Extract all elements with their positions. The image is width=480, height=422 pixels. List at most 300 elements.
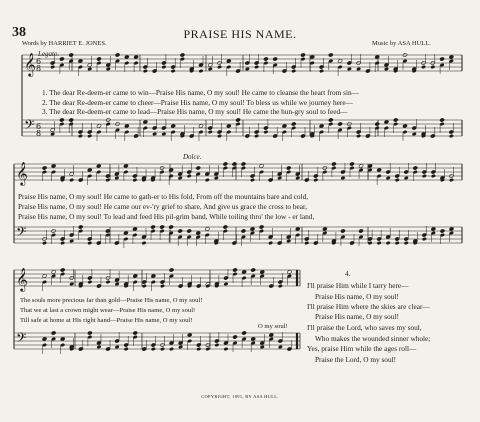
- system2-treble-note: [286, 170, 291, 174]
- system2-bass-note: [259, 225, 264, 229]
- system2-bass-note: [386, 241, 391, 245]
- system2-treble-note: [431, 170, 436, 174]
- system2-treble-note: [241, 166, 246, 170]
- system1-treble-note: [134, 55, 139, 59]
- system3-bass-note: [260, 341, 265, 345]
- system2-lyric-line2: Praise His name, O my soul! He came our ev-'ry grief to share, And give us grace the cross to bear,: [18, 202, 307, 211]
- verse4-line3: I'll praise Him where the skies are clear—: [307, 302, 430, 311]
- system1-bass-note: [97, 130, 102, 134]
- system2-treble-note: [359, 168, 364, 172]
- system2-treble-note: [404, 176, 409, 180]
- system2-treble-note: [431, 174, 436, 178]
- system3-treble-note: [233, 268, 238, 272]
- system1-bass-note: [217, 130, 222, 134]
- system2-treble-note: [160, 170, 165, 174]
- system1-treble-note: [384, 67, 389, 71]
- system2-treble-note: [377, 174, 382, 178]
- system3-treble-note: [87, 280, 92, 284]
- system3-treble-note: [115, 278, 120, 282]
- system2-bass-note: [87, 241, 92, 245]
- system3-treble-note: [133, 280, 138, 284]
- system2-bass-note: [286, 235, 291, 239]
- system3-lyric-line3: Till safe at home at His right hand—Praise His name, O my soul!: [20, 317, 193, 324]
- music-credit: Music by ASA HULL.: [372, 40, 431, 47]
- system1-treble-note: [199, 63, 204, 67]
- system3-treble-note: [151, 280, 156, 284]
- system3-treble-clef: 𝄞: [16, 267, 28, 291]
- verse4-line5: I'll praise the Lord, who saves my soul,: [307, 323, 422, 332]
- system1-treble-note: [161, 65, 166, 69]
- system1-bass-note: [208, 130, 213, 134]
- system2-bass-note: [386, 235, 391, 239]
- system1-treble-note: [440, 57, 445, 61]
- system2-treble-note: [250, 178, 255, 182]
- system3-bass-note: [151, 347, 156, 351]
- system3-extra-lyric: O my soul!: [258, 323, 288, 330]
- system3-bass-note: [187, 339, 192, 343]
- system1-bass-note: [356, 134, 361, 138]
- system1-treble-note: [319, 65, 324, 69]
- system1-bass-note: [97, 124, 102, 128]
- system1-bass-note: [449, 134, 454, 138]
- system1-bass-note: [161, 132, 166, 136]
- system1-bass-note: [412, 132, 417, 136]
- system2-bass-note: [268, 241, 273, 245]
- system3-bass-note: [115, 339, 120, 343]
- verse4-line1: I'll praise Him while I tarry here—: [307, 281, 409, 290]
- system3-treble-note: [242, 270, 247, 274]
- system1-bass-note: [375, 122, 380, 126]
- system2-bass-note: [196, 231, 201, 235]
- system3-bass-note: [233, 335, 238, 339]
- system2-treble-note: [42, 166, 47, 170]
- system2-bass-note: [449, 227, 454, 231]
- system2-bass-note: [440, 233, 445, 237]
- dolce-marking: Dolce.: [183, 153, 202, 161]
- system1-treble-note: [291, 65, 296, 69]
- system2-bass-note: [359, 229, 364, 233]
- system2-treble-note: [87, 174, 92, 178]
- system1-bass-note: [282, 124, 287, 128]
- system2-bass-note: [340, 229, 345, 233]
- system2-bass-note: [187, 229, 192, 233]
- system1-treble-note: [69, 59, 74, 63]
- hymn-title: PRAISE HIS NAME.: [183, 27, 297, 41]
- system2-treble-note: [114, 176, 119, 180]
- verse4-line7: Yes, praise Him while the ages roll—: [307, 344, 417, 353]
- system2-treble-note: [340, 170, 345, 174]
- system1-treble-note: [245, 61, 250, 65]
- system2-treble-note: [114, 172, 119, 176]
- system1-bass-note: [161, 126, 166, 130]
- system3-bass-note: [60, 343, 65, 347]
- system1-bass-note: [171, 130, 176, 134]
- system2-bass-note: [322, 227, 327, 231]
- system2-bass-note: [78, 225, 83, 229]
- system2-bass-note: [295, 233, 300, 237]
- system2-treble-note: [169, 174, 174, 178]
- system1-bass-note: [226, 124, 231, 128]
- system1-bass-note: [412, 126, 417, 130]
- system3-bass-clef: 𝄢: [16, 330, 27, 349]
- system2-bass-note: [395, 237, 400, 241]
- system1-treble-note: [254, 61, 259, 65]
- system2-bass-note: [440, 229, 445, 233]
- system1-treble-note: [87, 63, 92, 67]
- system2-bass-note: [304, 237, 309, 241]
- system3-bass-note: [133, 335, 138, 339]
- system1-treble-note: [301, 53, 306, 57]
- system3-bass-note: [251, 341, 256, 345]
- system2-bass-note: [340, 235, 345, 239]
- system2-bass-note: [286, 239, 291, 243]
- system3-treble-note: [142, 280, 147, 284]
- system1-bass-note: [338, 128, 343, 132]
- system2-treble-note: [322, 170, 327, 174]
- system2-treble-note: [132, 174, 137, 178]
- system1-bass-note: [199, 130, 204, 134]
- system3-bass-note: [214, 339, 219, 343]
- system3-treble-note: [106, 280, 111, 284]
- system2-treble-note: [51, 170, 56, 174]
- system1-treble-note: [375, 55, 380, 59]
- system2-treble-note: [413, 166, 418, 170]
- system3-treble-note: [51, 270, 56, 274]
- system1-lyric-line2: 2. The dear Re-deem-er came to cheer—Praise His name, O my soul! To bless us while we journey here—: [42, 98, 353, 107]
- system1-bass-clef: 𝄢: [24, 117, 35, 136]
- system1-treble-note: [338, 59, 343, 63]
- system3-bass-note: [124, 343, 129, 347]
- system1-bass-note: [393, 118, 398, 122]
- system1-treble-note: [263, 61, 268, 65]
- system2-treble-note: [196, 166, 201, 170]
- system2-lyric-line3: Praise His name, O my soul! To lead and feed His pil-grim band, While toiling thro' the low - er land,: [18, 212, 315, 221]
- system1-treble-note: [208, 63, 213, 67]
- system3-bass-note: [269, 337, 274, 341]
- system2-treble-note: [350, 162, 355, 166]
- system2-bass-note: [241, 229, 246, 233]
- system2-treble-note: [395, 178, 400, 182]
- system2-bass-note: [223, 229, 228, 233]
- system3-bass-note: [160, 347, 165, 351]
- system1-bass-note: [50, 128, 55, 132]
- system2-treble-note: [205, 178, 210, 182]
- system3-treble-note: [160, 280, 165, 284]
- system1-bass-note: [403, 130, 408, 134]
- system2-treble-note: [87, 168, 92, 172]
- system2-treble-note: [359, 164, 364, 168]
- system2-bass-note: [449, 231, 454, 235]
- system2-treble-note: [132, 178, 137, 182]
- system3-treble-note: [242, 276, 247, 280]
- system2-bass-note: [404, 237, 409, 241]
- system3-bass-note: [178, 341, 183, 345]
- system1-bass-note: [291, 122, 296, 126]
- system1-treble-note: [59, 57, 64, 61]
- system1-bass-note: [217, 134, 222, 138]
- system1-bass-note: [236, 122, 241, 126]
- system3-bass-note: [205, 347, 210, 351]
- system1-bass-note: [124, 124, 129, 128]
- system1-lyric-line1: 1. The dear Re-deem-er came to win—Praise His name, O my soul! He came to cleanse the heart from sin—: [42, 88, 359, 97]
- system2-treble-note: [105, 178, 110, 182]
- system1-treble-note: [59, 63, 64, 67]
- system2-bass-note: [42, 241, 47, 245]
- system3-treble-note: [133, 274, 138, 278]
- system2-treble-note: [286, 166, 291, 170]
- system3-treble-note: [160, 284, 165, 288]
- system1-bass-note: [356, 130, 361, 134]
- system3-treble-note: [42, 274, 47, 278]
- system1-treble-note: [226, 59, 231, 63]
- system1-bass-note: [226, 130, 231, 134]
- system1-bass-note: [440, 122, 445, 126]
- system1-treble-note: [199, 69, 204, 73]
- system2-treble-note: [295, 172, 300, 176]
- system2-bass-note: [160, 225, 165, 229]
- system2-treble-note: [340, 176, 345, 180]
- system1-treble-note: [384, 63, 389, 67]
- system1-treble-note: [263, 57, 268, 61]
- system3-bass-note: [278, 339, 283, 343]
- time-signature-8: 8: [36, 129, 42, 138]
- system2-treble-note: [96, 170, 101, 174]
- system1-treble-note: [338, 65, 343, 69]
- system2-bass-note: [259, 229, 264, 233]
- system2-bass-note: [295, 227, 300, 231]
- system2-treble-note: [223, 162, 228, 166]
- system1-treble-note: [124, 61, 129, 65]
- system2-treble-note: [69, 178, 74, 182]
- system2-treble-note: [250, 174, 255, 178]
- system1-bass-note: [152, 126, 157, 130]
- system3-bass-note: [242, 337, 247, 341]
- system2-bass-note: [132, 227, 137, 231]
- system2-treble-note: [449, 178, 454, 182]
- system1-bass-note: [384, 126, 389, 130]
- system1-treble-note: [143, 65, 148, 69]
- system2-treble-note: [422, 170, 427, 174]
- system3-bass-note: [115, 345, 120, 349]
- system2-treble-note: [295, 176, 300, 180]
- system1-treble-note: [273, 63, 278, 67]
- system2-treble-clef: 𝄞: [16, 161, 28, 185]
- system2-bass-note: [69, 233, 74, 237]
- system1-treble-note: [180, 53, 185, 57]
- system3-treble-note: [60, 268, 65, 272]
- system1-bass-note: [124, 130, 129, 134]
- system2-bass-note: [142, 241, 147, 245]
- system2-bass-note: [178, 229, 183, 233]
- system2-treble-note: [395, 174, 400, 178]
- system2-bass-note: [395, 241, 400, 245]
- system1-treble-note: [50, 61, 55, 65]
- system3-treble-note: [233, 272, 238, 276]
- system2-treble-note: [313, 174, 318, 178]
- system3-bass-note: [233, 341, 238, 345]
- verse4-line8: Praise the Lord, O my soul!: [315, 355, 397, 364]
- system1-bass-note: [338, 122, 343, 126]
- system3-bass-note: [251, 337, 256, 341]
- system2-bass-note: [169, 225, 174, 229]
- system2-treble-note: [331, 166, 336, 170]
- system1-bass-note: [208, 126, 213, 130]
- system1-bass-note: [59, 118, 64, 122]
- system2-bass-note: [404, 241, 409, 245]
- system3-treble-note: [87, 276, 92, 280]
- system3-bass-note: [42, 343, 47, 347]
- system1-bass-note: [384, 120, 389, 124]
- system1-treble-note: [226, 65, 231, 69]
- system1-bass-note: [319, 124, 324, 128]
- system2-treble-note: [277, 176, 282, 180]
- system2-treble-note: [241, 162, 246, 166]
- system2-treble-note: [350, 166, 355, 170]
- system1-bass-note: [254, 130, 259, 134]
- system2-bass-note: [377, 241, 382, 245]
- system2-bass-note: [377, 237, 382, 241]
- system2-bass-note: [205, 227, 210, 231]
- system2-treble-note: [214, 176, 219, 180]
- system2-treble-note: [123, 164, 128, 168]
- system3-treble-note: [60, 272, 65, 276]
- legato-marking: Legato.: [38, 50, 60, 58]
- system1-treble-note: [449, 59, 454, 63]
- system3-treble-note: [251, 268, 256, 272]
- system3-bass-note: [169, 341, 174, 345]
- system2-bass-note: [223, 225, 228, 229]
- system2-bass-note: [78, 229, 83, 233]
- system2-treble-note: [404, 170, 409, 174]
- system1-bass-note: [171, 124, 176, 128]
- system2-bass-note: [241, 235, 246, 239]
- system1-bass-note: [403, 124, 408, 128]
- system2-bass-note: [359, 235, 364, 239]
- system1-bass-note: [143, 120, 148, 124]
- system3-bass-note: [242, 331, 247, 335]
- system3-bass-note: [214, 343, 219, 347]
- system1-treble-note: [403, 59, 408, 63]
- system1-treble-note: [50, 65, 55, 69]
- system2-treble-note: [178, 172, 183, 176]
- system1-treble-note: [217, 65, 222, 69]
- system1-bass-note: [78, 134, 83, 138]
- system3-bass-note: [51, 337, 56, 341]
- system2-bass-note: [422, 233, 427, 237]
- system2-bass-note: [151, 225, 156, 229]
- system2-bass-note: [268, 235, 273, 239]
- system2-bass-note: [151, 229, 156, 233]
- system2-bass-note: [322, 231, 327, 235]
- time-signature-8: 8: [36, 64, 42, 73]
- system2-bass-note: [60, 237, 65, 241]
- system1-bass-note: [69, 118, 74, 122]
- system3-lyric-line1: The souls more precious far than gold—Praise His name, O my soul!: [20, 297, 203, 304]
- system2-treble-note: [123, 170, 128, 174]
- page-number: 38: [12, 25, 26, 40]
- system2-bass-note: [142, 235, 147, 239]
- system2-treble-note: [413, 170, 418, 174]
- verse4-line6: Who makes the wounded sinner whole;: [315, 334, 431, 343]
- system2-bass-note: [169, 231, 174, 235]
- system2-treble-note: [386, 170, 391, 174]
- words-credit: Words by HARRIET E. JONES.: [22, 40, 107, 47]
- system1-treble-note: [171, 65, 176, 69]
- system1-bass-note: [78, 130, 83, 134]
- system3-bass-note: [196, 343, 201, 347]
- system2-bass-note: [250, 231, 255, 235]
- system1-bass-note: [282, 130, 287, 134]
- system1-bass-note: [440, 118, 445, 122]
- system2-treble-note: [178, 176, 183, 180]
- system2-treble-note: [196, 172, 201, 176]
- system2-treble-note: [42, 170, 47, 174]
- system1-treble-note: [356, 67, 361, 71]
- system3-bass-note: [51, 331, 56, 335]
- system3-bass-note: [260, 345, 265, 349]
- system2-treble-note: [205, 172, 210, 176]
- system2-bass-note: [105, 233, 110, 237]
- system1-bass-note: [152, 132, 157, 136]
- system1-treble-note: [421, 65, 426, 69]
- system1-treble-note: [97, 61, 102, 65]
- system1-bass-note: [393, 122, 398, 126]
- system1-treble-note: [161, 61, 166, 65]
- system2-bass-note: [178, 235, 183, 239]
- system3-bass-note: [96, 345, 101, 349]
- system3-treble-note: [287, 270, 292, 274]
- system2-bass-note: [123, 237, 128, 241]
- copyright-notice: COPYRIGHT, 1891, BY ASA HULL.: [201, 394, 279, 399]
- system1-treble-note: [328, 53, 333, 57]
- system1-bass-note: [328, 122, 333, 126]
- system3-treble-note: [278, 284, 283, 288]
- system1-treble-note: [328, 59, 333, 63]
- system3-bass-note: [133, 331, 138, 335]
- system3-treble-note: [260, 274, 265, 278]
- system3-bass-note: [87, 335, 92, 339]
- system1-treble-note: [134, 61, 139, 65]
- system1-bass-note: [87, 134, 92, 138]
- system3-bass-note: [187, 333, 192, 337]
- system1-bass-note: [87, 130, 92, 134]
- system2-treble-note: [169, 168, 174, 172]
- system1-bass-note: [328, 118, 333, 122]
- system2-bass-note: [431, 227, 436, 231]
- system3-bass-note: [42, 337, 47, 341]
- system2-bass-note: [132, 233, 137, 237]
- system1-treble-note: [319, 69, 324, 73]
- system3-treble-note: [223, 276, 228, 280]
- system1-bass-note: [236, 118, 241, 122]
- system3-bass-note: [196, 347, 201, 351]
- system2-bass-note: [196, 235, 201, 239]
- system1-treble-note: [106, 67, 111, 71]
- system2-treble-note: [214, 172, 219, 176]
- system3-bass-note: [96, 341, 101, 345]
- system1-treble-note: [273, 57, 278, 61]
- system3-treble-note: [115, 282, 120, 286]
- system2-treble-note: [187, 170, 192, 174]
- system1-bass-note: [347, 126, 352, 130]
- system3-treble-note: [278, 280, 283, 284]
- system2-treble-note: [51, 164, 56, 168]
- system2-bass-note: [51, 233, 56, 237]
- system3-treble-note: [69, 282, 74, 286]
- system1-lyric-line3: 3. The dear Re-deem-er came to lead—Praise His name, O my soul! He came the hun-gry soul to feed—: [42, 107, 348, 116]
- system3-treble-note: [260, 270, 265, 274]
- system2-bass-note: [87, 237, 92, 241]
